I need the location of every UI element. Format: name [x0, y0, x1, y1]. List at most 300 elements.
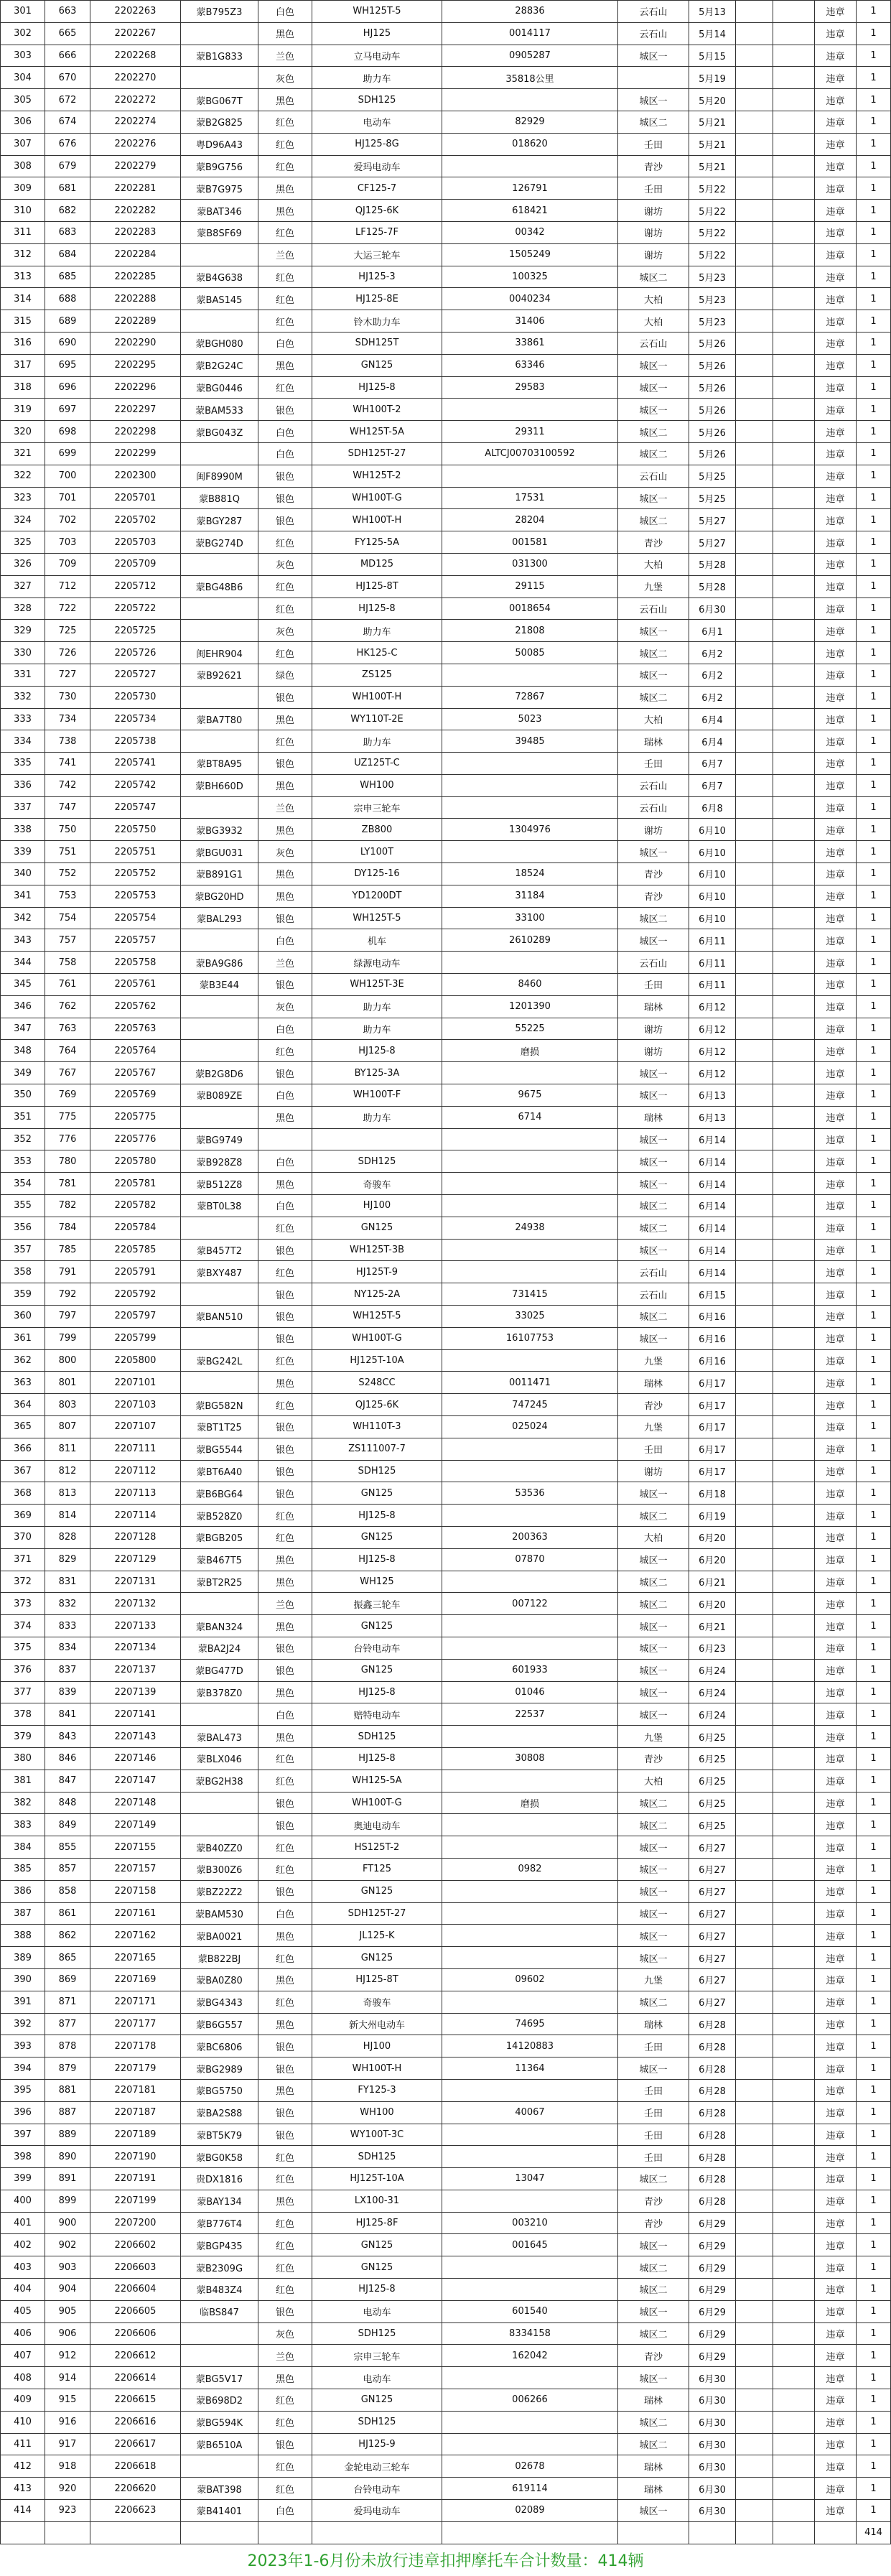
violation-type-cell: 违章 — [815, 1306, 857, 1328]
row-index-cell: 358 — [1, 1261, 45, 1283]
date-cell: 5月19 — [689, 67, 736, 89]
blank-1-cell — [736, 1968, 773, 1991]
date-cell: 6月29 — [689, 2212, 736, 2234]
row-index-cell: 343 — [1, 929, 45, 952]
table-row — [1, 753, 891, 775]
table-row — [1, 221, 891, 243]
table-row — [1, 2345, 891, 2367]
area-cell: 城区一 — [618, 1836, 689, 1859]
blank-2-cell — [773, 730, 815, 753]
date-cell: 6月25 — [689, 1792, 736, 1814]
date-cell: 6月29 — [689, 2279, 736, 2301]
plate-number-cell: 蒙B6BG64 — [181, 1482, 258, 1505]
plate-number-cell: 蒙BLX046 — [181, 1747, 258, 1770]
plate-number-cell: 蒙BAN324 — [181, 1615, 258, 1637]
area-cell: 青沙 — [618, 2190, 689, 2212]
violation-type-cell: 违章 — [815, 243, 857, 266]
plate-number-cell: 蒙BG067T — [181, 89, 258, 111]
row-index-cell: 320 — [1, 421, 45, 443]
violation-type-cell: 违章 — [815, 907, 857, 929]
frame-number-cell: 22537 — [442, 1703, 618, 1726]
row-index-cell: 302 — [1, 22, 45, 45]
violation-type-cell: 违章 — [815, 841, 857, 863]
blank-1-cell — [736, 1460, 773, 1482]
color-cell: 黑色 — [258, 863, 312, 885]
area-cell: 云石山 — [618, 774, 689, 796]
plate-number-cell: 蒙BGY287 — [181, 509, 258, 531]
color-cell: 银色 — [258, 1239, 312, 1261]
case-no-cell: 2206614 — [90, 2367, 181, 2389]
row-index-cell: 350 — [1, 1084, 45, 1107]
record-no-cell: 877 — [45, 2013, 90, 2035]
model-cell: GN125 — [312, 1880, 442, 1902]
count-cell: 1 — [857, 45, 891, 67]
violation-type-cell: 违章 — [815, 1548, 857, 1571]
violation-type-cell: 违章 — [815, 1438, 857, 1460]
count-cell: 1 — [857, 1, 891, 23]
count-cell: 1 — [857, 730, 891, 753]
row-index-cell: 359 — [1, 1283, 45, 1306]
model-cell: GN125 — [312, 1615, 442, 1637]
violation-type-cell: 违章 — [815, 642, 857, 664]
table-row — [1, 2234, 891, 2256]
model-cell: HK125-C — [312, 642, 442, 664]
violation-type-cell: 违章 — [815, 421, 857, 443]
row-index-cell: 355 — [1, 1195, 45, 1217]
violation-type-cell: 违章 — [815, 2256, 857, 2279]
row-index-cell: 346 — [1, 995, 45, 1018]
date-cell: 6月28 — [689, 2079, 736, 2101]
blank-2-cell — [773, 1306, 815, 1328]
row-index-cell: 356 — [1, 1217, 45, 1239]
plate-number-cell: 蒙BGB205 — [181, 1526, 258, 1548]
plate-number-cell — [181, 442, 258, 465]
frame-number-cell: 618421 — [442, 200, 618, 222]
blank-1-cell — [736, 1703, 773, 1726]
model-cell: GN125 — [312, 1947, 442, 1969]
record-no-cell: 865 — [45, 1947, 90, 1969]
record-no-cell: 807 — [45, 1416, 90, 1438]
plate-number-cell: 蒙B40ZZ0 — [181, 1836, 258, 1859]
date-cell: 6月14 — [689, 1261, 736, 1283]
case-no-cell: 2205726 — [90, 642, 181, 664]
color-cell: 银色 — [258, 1062, 312, 1084]
case-no-cell: 2207107 — [90, 1416, 181, 1438]
plate-number-cell — [181, 730, 258, 753]
violation-type-cell: 违章 — [815, 2300, 857, 2322]
area-cell: 城区一 — [618, 1062, 689, 1084]
case-no-cell: 2206602 — [90, 2234, 181, 2256]
plate-number-cell: 蒙BG043Z — [181, 421, 258, 443]
model-cell: 宗申三轮车 — [312, 2345, 442, 2367]
row-index-cell: 330 — [1, 642, 45, 664]
date-cell: 6月30 — [689, 597, 736, 620]
area-cell: 城区一 — [618, 2234, 689, 2256]
frame-number-cell: 031300 — [442, 553, 618, 575]
violation-type-cell: 违章 — [815, 442, 857, 465]
model-cell: HJ125-8 — [312, 376, 442, 399]
case-no-cell: 2206616 — [90, 2411, 181, 2433]
case-no-cell: 2207179 — [90, 2057, 181, 2080]
blank-1-cell — [736, 1195, 773, 1217]
violation-type-cell: 违章 — [815, 575, 857, 597]
blank-1-cell — [736, 995, 773, 1018]
plate-number-cell: 蒙BG5544 — [181, 1438, 258, 1460]
violation-type-cell: 违章 — [815, 553, 857, 575]
area-cell: 壬田 — [618, 1438, 689, 1460]
record-no-cell: 726 — [45, 642, 90, 664]
blank-1-cell — [736, 1018, 773, 1040]
date-cell: 6月20 — [689, 1526, 736, 1548]
table-row — [1, 1239, 891, 1261]
blank-1-cell — [736, 1947, 773, 1969]
area-cell: 城区一 — [618, 1902, 689, 1925]
row-index-cell: 398 — [1, 2146, 45, 2168]
model-cell: ZS111007-7 — [312, 1438, 442, 1460]
record-no-cell: 889 — [45, 2124, 90, 2146]
count-cell: 1 — [857, 575, 891, 597]
row-index-cell: 321 — [1, 442, 45, 465]
date-cell: 6月10 — [689, 885, 736, 907]
blank-2-cell — [773, 1659, 815, 1681]
plate-number-cell: 蒙BG0446 — [181, 376, 258, 399]
color-cell: 银色 — [258, 1283, 312, 1306]
record-no-cell: 891 — [45, 2168, 90, 2190]
date-cell: 6月15 — [689, 1283, 736, 1306]
violation-type-cell: 违章 — [815, 620, 857, 642]
blank-2-cell — [773, 1858, 815, 1880]
row-index-cell: 344 — [1, 952, 45, 974]
model-cell: LY100T — [312, 841, 442, 863]
record-no-cell: 665 — [45, 22, 90, 45]
record-no-cell: 700 — [45, 465, 90, 487]
color-cell: 灰色 — [258, 67, 312, 89]
blank-1-cell — [736, 1792, 773, 1814]
count-cell: 1 — [857, 2411, 891, 2433]
model-cell: QJ125-6K — [312, 1394, 442, 1416]
area-cell: 云石山 — [618, 796, 689, 819]
blank-1-cell — [736, 553, 773, 575]
color-cell: 红色 — [258, 1394, 312, 1416]
case-no-cell: 2207177 — [90, 2013, 181, 2035]
date-cell: 6月30 — [689, 2411, 736, 2433]
case-no-cell: 2205800 — [90, 1349, 181, 1372]
count-cell: 1 — [857, 1526, 891, 1548]
record-no-cell: 727 — [45, 664, 90, 686]
date-cell: 6月20 — [689, 1593, 736, 1615]
blank-2-cell — [773, 509, 815, 531]
plate-number-cell: 蒙BAN510 — [181, 1306, 258, 1328]
model-cell: WH100T-H — [312, 2057, 442, 2080]
model-cell: WH125-5A — [312, 1770, 442, 1792]
count-cell: 1 — [857, 1925, 891, 1947]
frame-number-cell: 29311 — [442, 421, 618, 443]
count-cell: 1 — [857, 1372, 891, 1394]
area-cell: 城区二 — [618, 421, 689, 443]
case-no-cell: 2202285 — [90, 266, 181, 288]
date-cell: 6月12 — [689, 995, 736, 1018]
blank-2-cell — [773, 1770, 815, 1792]
frame-number-cell — [442, 2146, 618, 2168]
area-cell: 谢坊 — [618, 819, 689, 841]
blank-1-cell — [736, 597, 773, 620]
case-no-cell: 2206618 — [90, 2455, 181, 2478]
violation-type-cell: 违章 — [815, 22, 857, 45]
plate-number-cell: 蒙BH660D — [181, 774, 258, 796]
blank-2-cell — [773, 2433, 815, 2455]
violation-type-cell: 违章 — [815, 288, 857, 310]
count-cell: 1 — [857, 332, 891, 354]
record-no-cell: 784 — [45, 1217, 90, 1239]
frame-number-cell — [442, 1991, 618, 2013]
record-no-cell: 699 — [45, 442, 90, 465]
plate-number-cell — [181, 620, 258, 642]
count-cell: 1 — [857, 2234, 891, 2256]
row-index-cell: 367 — [1, 1460, 45, 1482]
model-cell: YD1200DT — [312, 885, 442, 907]
row-index-cell: 354 — [1, 1173, 45, 1195]
date-cell: 5月23 — [689, 288, 736, 310]
record-no-cell: 703 — [45, 531, 90, 554]
record-no-cell: 709 — [45, 553, 90, 575]
record-no-cell: 681 — [45, 177, 90, 200]
area-cell: 瑞林 — [618, 995, 689, 1018]
record-no-cell: 751 — [45, 841, 90, 863]
case-no-cell: 2205725 — [90, 620, 181, 642]
color-cell: 红色 — [258, 2279, 312, 2301]
date-cell: 5月27 — [689, 531, 736, 554]
model-cell: WH100T-2 — [312, 399, 442, 421]
table-row — [1, 553, 891, 575]
blank-2-cell — [773, 2146, 815, 2168]
case-no-cell: 2207134 — [90, 1637, 181, 1659]
date-cell: 5月26 — [689, 332, 736, 354]
table-row — [1, 288, 891, 310]
blank-1-cell — [736, 2146, 773, 2168]
date-cell: 6月14 — [689, 1150, 736, 1173]
area-cell: 城区二 — [618, 1792, 689, 1814]
color-cell: 黑色 — [258, 2367, 312, 2389]
table-row — [1, 2013, 891, 2035]
case-no-cell: 2207103 — [90, 1394, 181, 1416]
plate-number-cell — [181, 243, 258, 266]
color-cell: 黑色 — [258, 200, 312, 222]
table-row — [1, 2101, 891, 2124]
count-cell: 1 — [857, 2212, 891, 2234]
area-cell: 云石山 — [618, 952, 689, 974]
count-cell: 1 — [857, 1438, 891, 1460]
case-no-cell: 2202263 — [90, 1, 181, 23]
color-cell: 银色 — [258, 2433, 312, 2455]
frame-number-cell: 0982 — [442, 1858, 618, 1880]
blank-2-cell — [773, 1217, 815, 1239]
count-cell: 1 — [857, 421, 891, 443]
table-row — [1, 1703, 891, 1726]
table-row — [1, 1902, 891, 1925]
plate-number-cell: 蒙BT1T25 — [181, 1416, 258, 1438]
model-cell: WH100T-F — [312, 1084, 442, 1107]
frame-number-cell: 6714 — [442, 1106, 618, 1128]
count-cell: 1 — [857, 399, 891, 421]
record-no-cell: 879 — [45, 2057, 90, 2080]
area-cell: 城区二 — [618, 2279, 689, 2301]
date-cell: 6月27 — [689, 1925, 736, 1947]
date-cell: 6月29 — [689, 2256, 736, 2279]
violation-type-cell: 违章 — [815, 1261, 857, 1283]
plate-number-cell: 蒙B467T5 — [181, 1548, 258, 1571]
violation-type-cell: 违章 — [815, 2279, 857, 2301]
case-no-cell: 2205767 — [90, 1062, 181, 1084]
blank-1-cell — [736, 332, 773, 354]
case-no-cell: 2207113 — [90, 1482, 181, 1505]
color-cell: 黑色 — [258, 1968, 312, 1991]
blank-1-cell — [736, 89, 773, 111]
frame-number-cell: 11364 — [442, 2057, 618, 2080]
case-no-cell: 2205781 — [90, 1173, 181, 1195]
count-cell: 1 — [857, 243, 891, 266]
frame-number-cell — [442, 1637, 618, 1659]
plate-number-cell: 蒙B891G1 — [181, 863, 258, 885]
table-row — [1, 1526, 891, 1548]
case-no-cell: 2206617 — [90, 2433, 181, 2455]
date-cell: 6月4 — [689, 708, 736, 730]
case-no-cell: 2205701 — [90, 487, 181, 509]
model-cell: WH100T-G — [312, 487, 442, 509]
violation-type-cell: 违章 — [815, 1770, 857, 1792]
record-no-cell: 738 — [45, 730, 90, 753]
blank-1-cell — [736, 642, 773, 664]
frame-number-cell — [442, 1880, 618, 1902]
color-cell: 黑色 — [258, 22, 312, 45]
color-cell: 银色 — [258, 1460, 312, 1482]
date-cell: 6月11 — [689, 974, 736, 996]
case-no-cell: 2202283 — [90, 221, 181, 243]
color-cell: 黑色 — [258, 1571, 312, 1593]
area-cell: 城区一 — [618, 45, 689, 67]
row-index-cell: 363 — [1, 1372, 45, 1394]
blank-1-cell — [736, 1814, 773, 1836]
blank-2-cell — [773, 2455, 815, 2478]
plate-number-cell — [181, 2322, 258, 2345]
violation-type-cell: 违章 — [815, 1084, 857, 1107]
blank-2-cell — [773, 1018, 815, 1040]
date-cell: 6月7 — [689, 774, 736, 796]
model-cell: HJ125-8 — [312, 1548, 442, 1571]
frame-number-cell: 001645 — [442, 2234, 618, 2256]
case-no-cell: 2202279 — [90, 155, 181, 177]
frame-number-cell: 55225 — [442, 1018, 618, 1040]
date-cell: 6月10 — [689, 863, 736, 885]
plate-number-cell: 蒙BG2H38 — [181, 1770, 258, 1792]
area-cell: 城区一 — [618, 487, 689, 509]
violation-type-cell: 违章 — [815, 1902, 857, 1925]
blank-1-cell — [736, 399, 773, 421]
plate-number-cell: 蒙BG594K — [181, 2411, 258, 2433]
violation-type-cell: 违章 — [815, 1681, 857, 1703]
blank-1-cell — [736, 1, 773, 23]
table-row — [1, 2411, 891, 2433]
area-cell: 城区一 — [618, 1659, 689, 1681]
frame-number-cell — [442, 2279, 618, 2301]
record-no-cell: 878 — [45, 2035, 90, 2057]
violation-type-cell: 违章 — [815, 2322, 857, 2345]
model-cell: JL125-K — [312, 1925, 442, 1947]
date-cell: 5月21 — [689, 133, 736, 155]
count-cell: 1 — [857, 1991, 891, 2013]
row-index-cell: 371 — [1, 1548, 45, 1571]
row-index-cell: 326 — [1, 553, 45, 575]
model-cell: 助力车 — [312, 730, 442, 753]
blank-1-cell — [736, 952, 773, 974]
violation-type-cell: 违章 — [815, 1482, 857, 1505]
row-index-cell: 390 — [1, 1968, 45, 1991]
count-cell: 1 — [857, 1637, 891, 1659]
date-cell: 6月30 — [689, 2500, 736, 2522]
plate-number-cell — [181, 22, 258, 45]
violation-type-cell: 违章 — [815, 67, 857, 89]
plate-number-cell: 贵DX1816 — [181, 2168, 258, 2190]
date-cell: 6月27 — [689, 1968, 736, 1991]
area-cell: 云石山 — [618, 465, 689, 487]
table-row — [1, 1372, 891, 1394]
table-row — [1, 2279, 891, 2301]
count-cell: 1 — [857, 929, 891, 952]
frame-number-cell: 13047 — [442, 2168, 618, 2190]
model-cell: HJ125-3 — [312, 266, 442, 288]
blank-2-cell — [773, 952, 815, 974]
total-blank-cell — [773, 2521, 815, 2544]
frame-number-cell — [442, 1150, 618, 1173]
date-cell: 6月30 — [689, 2389, 736, 2412]
blank-2-cell — [773, 1349, 815, 1372]
frame-number-cell: 53536 — [442, 1482, 618, 1505]
table-row — [1, 774, 891, 796]
frame-number-cell: 601540 — [442, 2300, 618, 2322]
table-row — [1, 2035, 891, 2057]
date-cell: 6月28 — [689, 2101, 736, 2124]
row-index-cell: 333 — [1, 708, 45, 730]
model-cell: GN125 — [312, 2234, 442, 2256]
area-cell: 城区一 — [618, 1858, 689, 1880]
plate-number-cell — [181, 1018, 258, 1040]
plate-number-cell: 蒙BG48B6 — [181, 575, 258, 597]
blank-1-cell — [736, 266, 773, 288]
case-no-cell: 2205785 — [90, 1239, 181, 1261]
table-row — [1, 863, 891, 885]
case-no-cell: 2207101 — [90, 1372, 181, 1394]
table-row — [1, 1548, 891, 1571]
count-cell: 1 — [857, 155, 891, 177]
blank-2-cell — [773, 2168, 815, 2190]
row-index-cell: 408 — [1, 2367, 45, 2389]
blank-1-cell — [736, 1283, 773, 1306]
date-cell: 6月17 — [689, 1416, 736, 1438]
area-cell: 云石山 — [618, 1283, 689, 1306]
row-index-cell: 349 — [1, 1062, 45, 1084]
row-index-cell: 325 — [1, 531, 45, 554]
blank-2-cell — [773, 2389, 815, 2412]
color-cell: 红色 — [258, 2411, 312, 2433]
count-cell: 1 — [857, 288, 891, 310]
count-cell: 1 — [857, 841, 891, 863]
table-row — [1, 354, 891, 376]
total-blank-cell — [689, 2521, 736, 2544]
date-cell: 6月28 — [689, 2168, 736, 2190]
count-cell: 1 — [857, 863, 891, 885]
blank-1-cell — [736, 885, 773, 907]
color-cell: 红色 — [258, 155, 312, 177]
case-no-cell: 2207141 — [90, 1703, 181, 1726]
